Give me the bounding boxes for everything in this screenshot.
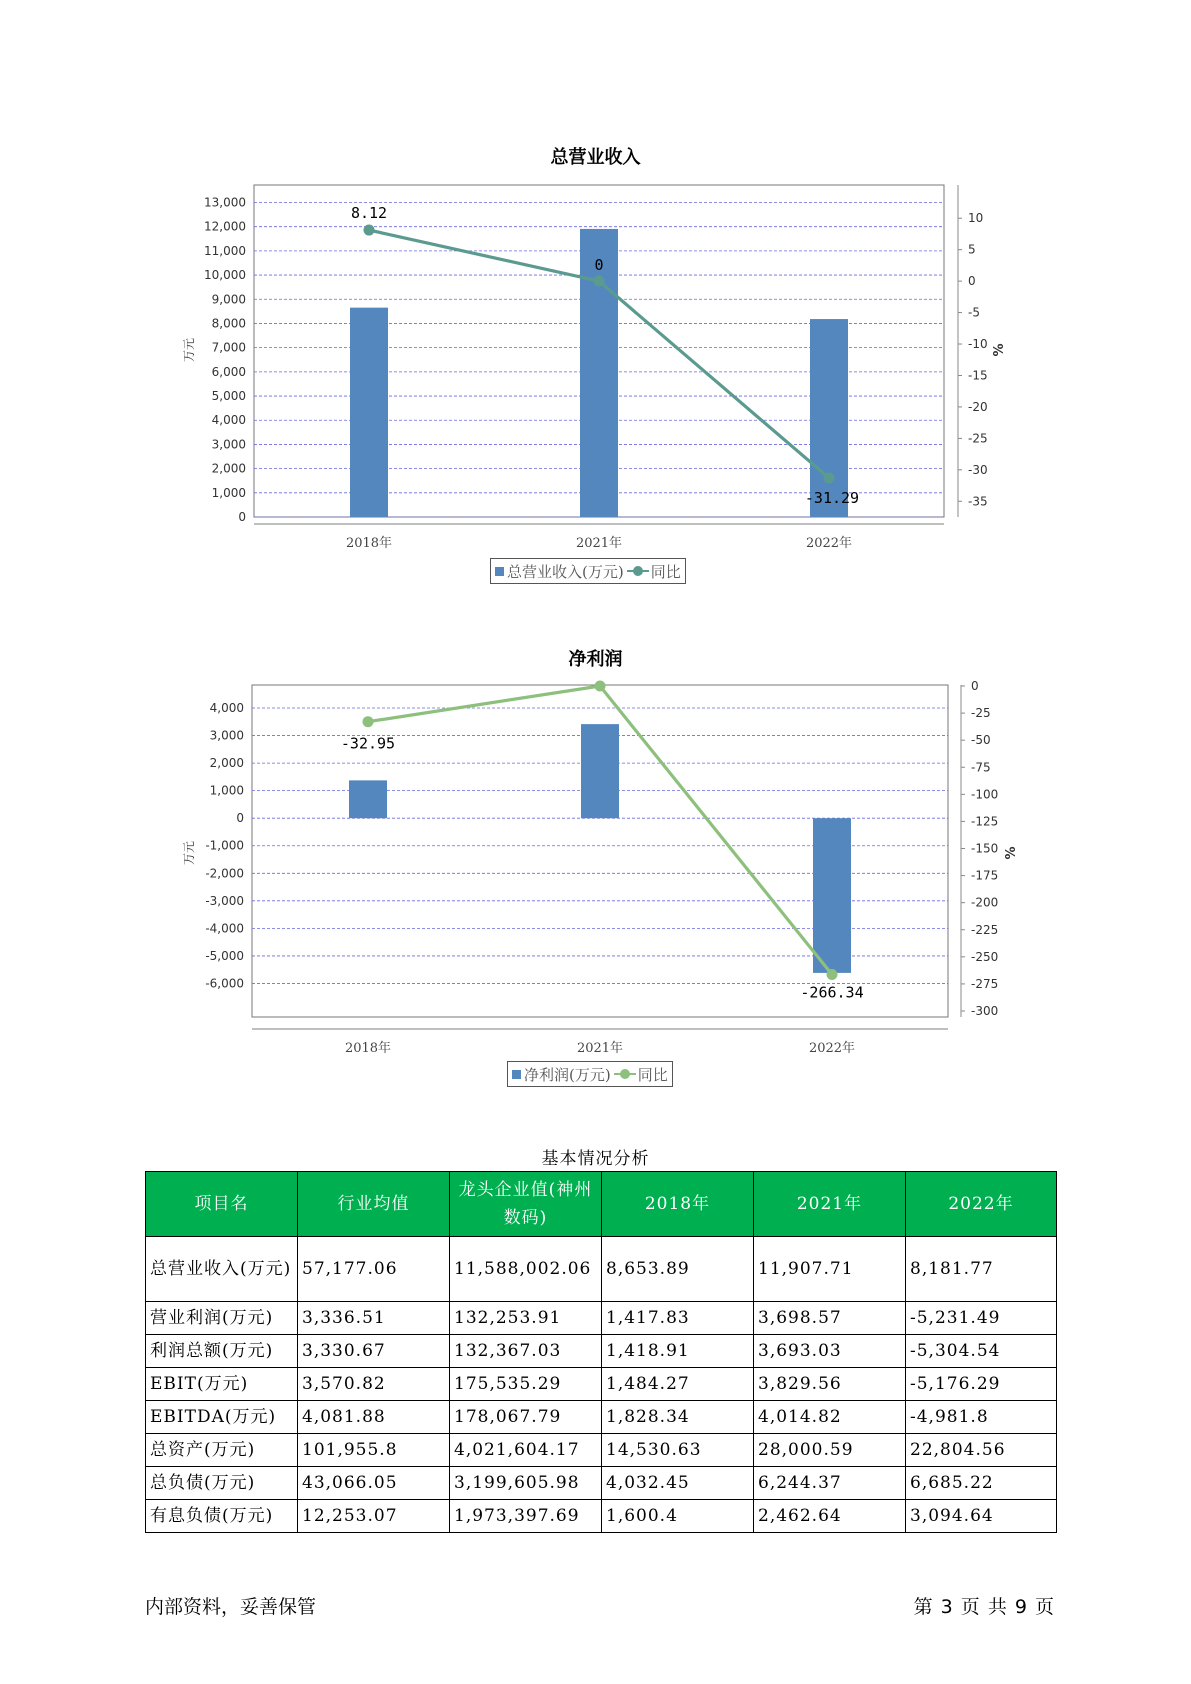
y-tick-label: 3,000 — [211, 437, 246, 452]
y2-tick-label: -100 — [971, 787, 999, 802]
footer-confidential-note: 内部资料，妥善保管 — [145, 1596, 317, 1618]
header-cell: 2022年 — [906, 1172, 1057, 1237]
table-cell: 1,418.91 — [602, 1335, 754, 1368]
y2-tick-label: -225 — [971, 922, 999, 937]
row-label-cell: 有息负债(万元) — [146, 1500, 298, 1533]
yoy-point — [363, 716, 374, 727]
bar — [349, 780, 387, 818]
table-cell: 6,244.37 — [754, 1467, 906, 1500]
bar — [813, 818, 851, 973]
y-tick-label: 4,000 — [209, 701, 244, 716]
header-cell: 2018年 — [602, 1172, 754, 1237]
table-cell: 3,330.67 — [298, 1335, 450, 1368]
table-cell: 4,032.45 — [602, 1467, 754, 1500]
y-tick-label: 7,000 — [211, 340, 246, 355]
table-row — [146, 1335, 1057, 1368]
bar-legend-swatch — [495, 567, 504, 576]
basic-analysis-table — [145, 1171, 1057, 1533]
table-cell: -5,231.49 — [906, 1302, 1057, 1335]
y2-tick-label: -35 — [968, 494, 988, 509]
table-cell: 175,535.29 — [450, 1368, 602, 1401]
yoy-point — [827, 969, 838, 980]
table-title: 基本情况分析 — [541, 1149, 650, 1169]
y2-tick-label: -5 — [968, 305, 980, 320]
table-cell: -5,304.54 — [906, 1335, 1057, 1368]
yoy-point — [595, 681, 606, 692]
bar — [581, 724, 619, 818]
table-cell: 12,253.07 — [298, 1500, 450, 1533]
row-label-cell: EBITDA(万元) — [146, 1401, 298, 1434]
y-tick-label: 1,000 — [209, 783, 244, 798]
table-cell: 8,181.77 — [906, 1237, 1057, 1302]
table-row — [146, 1434, 1057, 1467]
y-axis-title: 万元 — [182, 337, 196, 363]
table-cell: 3,094.64 — [906, 1500, 1057, 1533]
y-tick-label: 8,000 — [211, 316, 246, 331]
table-cell: 3,693.03 — [754, 1335, 906, 1368]
table-cell: 132,367.03 — [450, 1335, 602, 1368]
y-tick-label: -6,000 — [205, 976, 244, 991]
y2-tick-label: -175 — [971, 868, 999, 883]
table-cell: 57,177.06 — [298, 1237, 450, 1302]
y-tick-label: 10,000 — [204, 268, 246, 283]
data-label: 0 — [594, 256, 604, 275]
y-tick-label: -5,000 — [205, 948, 244, 963]
table-cell: 8,653.89 — [602, 1237, 754, 1302]
y-tick-label: 0 — [238, 510, 246, 524]
table-row — [146, 1368, 1057, 1401]
table-cell: 28,000.59 — [754, 1434, 906, 1467]
table-cell: 11,588,002.06 — [450, 1237, 602, 1302]
table-cell: 4,014.82 — [754, 1401, 906, 1434]
table-cell: -4,981.8 — [906, 1401, 1057, 1434]
header-cell: 2021年 — [754, 1172, 906, 1237]
table-row — [146, 1401, 1057, 1434]
table-cell: 1,600.4 — [602, 1500, 754, 1533]
y-tick-label: 9,000 — [211, 292, 246, 307]
y2-tick-label: -200 — [971, 895, 999, 910]
y-tick-label: 4,000 — [211, 413, 246, 428]
page-number: 第 3 页 共 9 页 — [913, 1596, 1055, 1618]
table-cell: 4,081.88 — [298, 1401, 450, 1434]
row-label-cell: 营业利润(万元) — [146, 1302, 298, 1335]
table-row — [146, 1237, 1057, 1302]
y2-tick-label: -275 — [971, 976, 999, 991]
chart1-legend-bar-label: 总营业收入(万元) — [507, 562, 624, 581]
x-tick-label: 2022年 — [808, 1041, 856, 1056]
y2-tick-label: -25 — [968, 431, 988, 446]
chart2-legend-line-label: 同比 — [637, 1065, 668, 1084]
y-tick-label: 3,000 — [209, 728, 244, 743]
y2-axis-title: % — [992, 343, 1007, 357]
data-label: -32.95 — [340, 734, 396, 753]
table-cell: 1,484.27 — [602, 1368, 754, 1401]
row-label-cell: 总营业收入(万元) — [146, 1237, 298, 1302]
y-tick-label: 2,000 — [209, 756, 244, 771]
header-cell: 行业均值 — [298, 1172, 450, 1237]
table-cell: 1,828.34 — [602, 1401, 754, 1434]
y-tick-label: 1,000 — [211, 485, 246, 500]
table-cell: 4,021,604.17 — [450, 1434, 602, 1467]
table-cell: 3,698.57 — [754, 1302, 906, 1335]
y2-tick-label: -15 — [968, 368, 988, 383]
y2-tick-label: -20 — [968, 399, 988, 414]
table-cell: 1,417.83 — [602, 1302, 754, 1335]
chart2-legend — [507, 1061, 673, 1087]
x-tick-label: 2018年 — [345, 536, 393, 551]
table-cell: 3,829.56 — [754, 1368, 906, 1401]
y2-tick-label: -30 — [968, 462, 988, 477]
y-tick-label: -2,000 — [205, 866, 244, 881]
table-cell: 1,973,397.69 — [450, 1500, 602, 1533]
chart1-legend — [490, 558, 686, 584]
table-cell: 101,955.8 — [298, 1434, 450, 1467]
table-cell: 43,066.05 — [298, 1467, 450, 1500]
yoy-point — [824, 472, 835, 483]
table-cell: 2,462.64 — [754, 1500, 906, 1533]
chart1-title: 总营业收入 — [550, 147, 641, 168]
y-tick-label: 13,000 — [204, 195, 246, 210]
table-cell: 3,336.51 — [298, 1302, 450, 1335]
header-cell: 龙头企业值(神州数码) — [450, 1172, 602, 1237]
table-cell: 22,804.56 — [906, 1434, 1057, 1467]
line-legend-marker — [627, 566, 649, 576]
y-tick-label: -4,000 — [205, 921, 244, 936]
y-axis-title: 万元 — [182, 840, 196, 866]
y-tick-label: 2,000 — [211, 461, 246, 476]
x-tick-label: 2021年 — [576, 1041, 624, 1056]
data-label: 8.12 — [350, 204, 388, 223]
x-tick-label: 2018年 — [344, 1041, 392, 1056]
table-cell: 178,067.79 — [450, 1401, 602, 1434]
y-tick-label: -1,000 — [205, 838, 244, 853]
data-label: -31.29 — [804, 488, 860, 507]
table-cell: -5,176.29 — [906, 1368, 1057, 1401]
table-cell: 3,199,605.98 — [450, 1467, 602, 1500]
header-cell: 项目名 — [146, 1172, 298, 1237]
y2-axis-title: % — [1004, 846, 1019, 860]
y-tick-label: -3,000 — [205, 893, 244, 908]
table-header-row — [146, 1172, 1057, 1237]
y2-tick-label: -125 — [971, 814, 999, 829]
y2-tick-label: -50 — [971, 733, 991, 748]
y-tick-label: 12,000 — [204, 219, 246, 234]
table-cell: 3,570.82 — [298, 1368, 450, 1401]
table-row — [146, 1500, 1057, 1533]
table-cell: 11,907.71 — [754, 1237, 906, 1302]
bar-legend-swatch — [512, 1070, 521, 1079]
y-tick-label: 0 — [236, 811, 244, 826]
row-label-cell: 利润总额(万元) — [146, 1335, 298, 1368]
line-legend-marker — [614, 1069, 636, 1079]
table-row — [146, 1302, 1057, 1335]
y2-tick-label: -250 — [971, 949, 999, 964]
y-tick-label: 6,000 — [211, 364, 246, 379]
row-label-cell: EBIT(万元) — [146, 1368, 298, 1401]
chart2-title: 净利润 — [568, 649, 623, 670]
y2-tick-label: 0 — [968, 274, 976, 289]
x-tick-label: 2021年 — [575, 536, 623, 551]
row-label-cell: 总资产(万元) — [146, 1434, 298, 1467]
chart1-legend-line-label: 同比 — [650, 562, 681, 581]
x-tick-label: 2022年 — [805, 536, 853, 551]
data-label: -266.34 — [800, 983, 864, 1002]
table-row — [146, 1467, 1057, 1500]
y2-tick-label: -75 — [971, 760, 991, 775]
y2-tick-label: -300 — [971, 1004, 999, 1018]
y2-tick-label: 10 — [968, 211, 984, 226]
y2-tick-label: -150 — [971, 841, 999, 856]
table-cell: 6,685.22 — [906, 1467, 1057, 1500]
table-cell: 132,253.91 — [450, 1302, 602, 1335]
table-cell: 14,530.63 — [602, 1434, 754, 1467]
y-tick-label: 11,000 — [204, 243, 246, 258]
row-label-cell: 总负债(万元) — [146, 1467, 298, 1500]
y2-tick-label: 5 — [968, 242, 976, 257]
y2-tick-label: -25 — [971, 706, 991, 721]
y-tick-label: 5,000 — [211, 389, 246, 404]
y2-tick-label: 0 — [971, 679, 979, 693]
chart2-legend-bar-label: 净利润(万元) — [524, 1065, 611, 1084]
y2-tick-label: -10 — [968, 337, 988, 352]
